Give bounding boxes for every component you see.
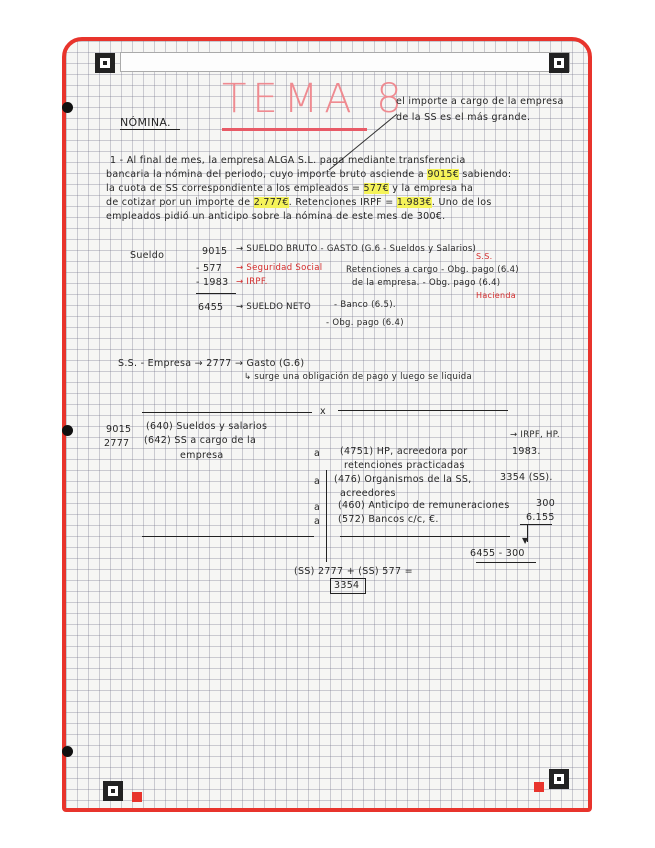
neto-value: 6455 — [198, 302, 224, 313]
side-note-line1: el importe a cargo de la empresa — [396, 96, 564, 107]
bruto-value: 9015 — [202, 246, 228, 257]
irpf-hp-note: → IRPF, HP. — [510, 430, 560, 440]
credit-account-cont: acreedores — [340, 488, 396, 499]
credit-account: (460) Anticipo de remuneraciones — [338, 500, 510, 511]
journal-divider — [326, 470, 327, 562]
debit-account: (640) Sueldos y salarios — [146, 421, 268, 432]
journal-bottom-right — [340, 536, 510, 537]
credit-amount: 1983. — [512, 446, 541, 457]
sueldo-label: Sueldo — [130, 250, 165, 261]
ss-empresa-line: S.S. - Empresa → 2777 → Gasto (G.6) — [118, 358, 305, 369]
credit-amount: 300 — [536, 498, 556, 509]
debit-account: (642) SS a cargo de la — [144, 435, 257, 446]
debit-amount: 2777 — [104, 438, 130, 449]
debit-amount: 9015 — [106, 424, 132, 435]
journal-rule-right — [338, 410, 508, 411]
journal-separator: x — [320, 406, 326, 417]
ss-note: S.S. — [476, 252, 493, 261]
punch-hole — [62, 746, 73, 757]
neto-desc: → SUELDO NETO — [236, 302, 311, 312]
section-heading: NÓMINA. — [120, 116, 171, 129]
exercise-line2: bancaria la nómina del periodo, cuyo importe bruto asciende a 9015€ sabiendo: — [106, 169, 512, 180]
irpf-desc: → IRPF. — [236, 277, 268, 287]
corner-logo-icon — [102, 780, 124, 802]
exercise-line3: la cuota de SS correspondiente a los empleados = 577€ y la empresa ha — [106, 183, 474, 194]
red-marker — [132, 792, 142, 802]
ss-value: - 577 — [196, 263, 223, 274]
calc-underline — [476, 562, 536, 563]
credit-amount: 6.155 — [526, 512, 555, 523]
side-note-line2: de la SS es el más grande. — [396, 112, 531, 123]
arrow-down-icon: ▼ — [522, 536, 529, 545]
credit-account: (572) Bancos c/c, €. — [338, 514, 439, 525]
credit-account: (476) Organismos de la SS, — [334, 474, 472, 485]
ss-total: 3354 — [334, 580, 360, 591]
heading-underline — [120, 129, 180, 130]
header-bar — [120, 52, 570, 72]
neto-calc: 6455 - 300 — [470, 548, 525, 559]
bruto-desc: → SUELDO BRUTO - GASTO (G.6 - Sueldos y Salarios) — [236, 244, 477, 254]
amount-underline — [520, 524, 552, 525]
ss-desc: → Seguridad Social — [236, 263, 323, 273]
ss-empresa-note: ↳ surge una obligación de pago y luego se liquida — [244, 372, 473, 382]
credit-amount: 3354 (SS). — [500, 472, 553, 483]
corner-logo-icon — [548, 52, 570, 74]
credit-prefix: a — [314, 516, 321, 527]
irpf-value: - 1983 — [196, 277, 229, 288]
exercise-line4: de cotizar por un importe de 2.777€. Retenciones IRPF = 1.983€. Uno de los — [106, 197, 492, 208]
corner-logo-icon — [94, 52, 116, 74]
page-title: TEMA 8 — [222, 76, 408, 122]
punch-hole — [62, 425, 73, 436]
credit-prefix: a — [314, 476, 321, 487]
hacienda-note: Hacienda — [476, 291, 516, 300]
journal-bottom-left — [142, 536, 314, 537]
obg-pago-line: - Obg. pago (6.4) — [326, 318, 404, 328]
credit-prefix: a — [314, 502, 321, 513]
debit-account-cont: empresa — [180, 450, 224, 461]
credit-account-cont: retenciones practicadas — [344, 460, 465, 471]
exercise-line5: empleados pidió un anticipo sobre la nómina de este mes de 300€. — [106, 211, 446, 222]
ss-calc: (SS) 2777 + (SS) 577 = — [294, 566, 413, 577]
journal-rule-left — [142, 412, 312, 413]
punch-hole — [62, 102, 73, 113]
retenciones-line2: de la empresa. - Obg. pago (6.4) — [352, 278, 501, 288]
red-marker — [534, 782, 544, 792]
banco-line: - Banco (6.5). — [334, 300, 396, 310]
credit-prefix: a — [314, 448, 321, 459]
corner-logo-icon — [548, 768, 570, 790]
exercise-line1: 1 - Al final de mes, la empresa ALGA S.L. paga mediante transferencia — [110, 155, 466, 166]
subtotal-line — [196, 293, 236, 294]
credit-account: (4751) HP, acreedora por — [340, 446, 468, 457]
retenciones-line1: Retenciones a cargo - Obg. pago (6.4) — [346, 265, 519, 275]
